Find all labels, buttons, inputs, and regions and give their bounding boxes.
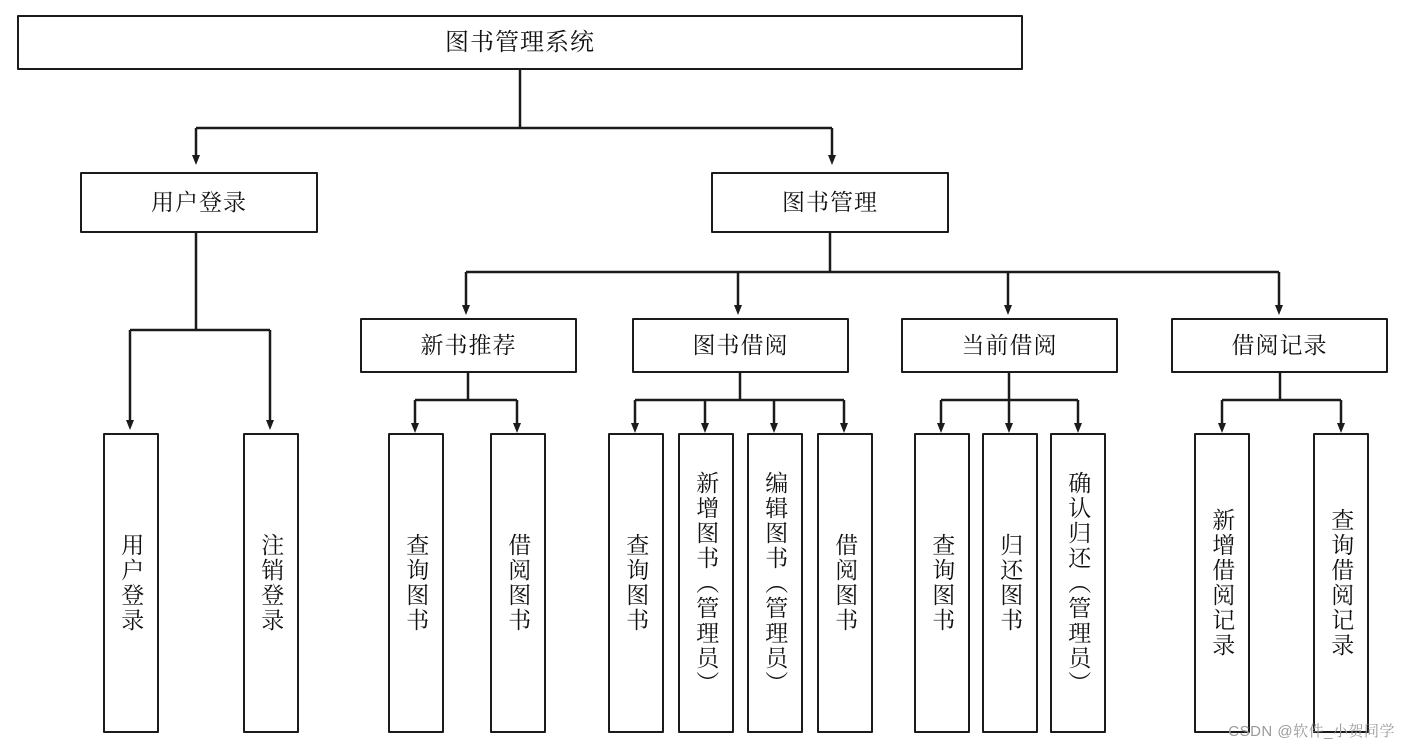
leaf-user-logout: 注销登录 — [243, 433, 299, 733]
leaf-borrow-borrow-book: 借阅图书 — [817, 433, 873, 733]
node-book-management: 图书管理 — [711, 172, 949, 233]
leaf-current-confirm-return: 确认归还（管理员） — [1050, 433, 1106, 733]
node-root: 图书管理系统 — [17, 15, 1023, 70]
leaf-newbook-query: 查询图书 — [388, 433, 444, 733]
node-user-login: 用户登录 — [80, 172, 318, 233]
leaf-record-add: 新增借阅记录 — [1194, 433, 1250, 733]
leaf-current-query: 查询图书 — [914, 433, 970, 733]
leaf-user-login: 用户登录 — [103, 433, 159, 733]
leaf-borrow-edit-book: 编辑图书（管理员） — [747, 433, 803, 733]
leaf-record-query: 查询借阅记录 — [1313, 433, 1369, 733]
node-book-borrow: 图书借阅 — [632, 318, 849, 373]
leaf-newbook-borrow: 借阅图书 — [490, 433, 546, 733]
leaf-current-return: 归还图书 — [982, 433, 1038, 733]
node-borrow-record: 借阅记录 — [1171, 318, 1388, 373]
watermark-text: CSDN @软件_小贺同学 — [1228, 723, 1395, 740]
leaf-borrow-add-book: 新增图书（管理员） — [678, 433, 734, 733]
node-new-book-recommend: 新书推荐 — [360, 318, 577, 373]
node-current-borrow: 当前借阅 — [901, 318, 1118, 373]
leaf-borrow-query: 查询图书 — [608, 433, 664, 733]
